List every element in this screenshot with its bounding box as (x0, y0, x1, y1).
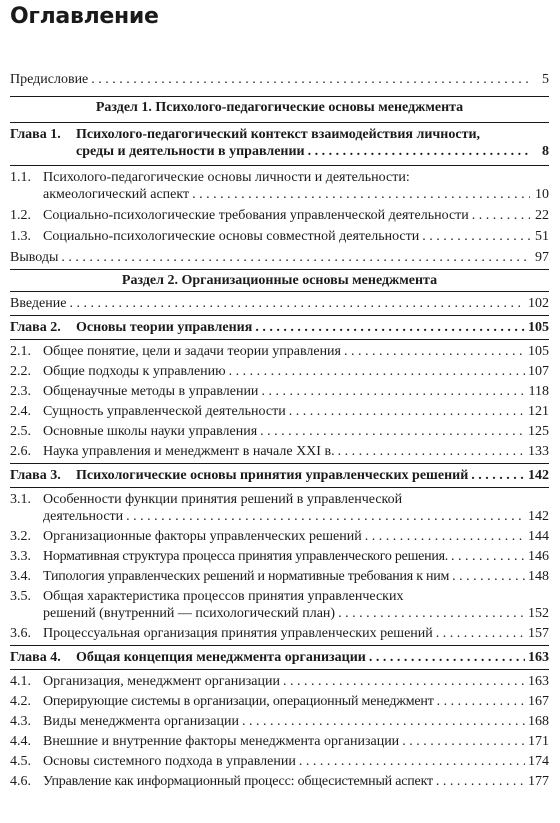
toc-entry[interactable] (10, 207, 549, 224)
toc-entry[interactable] (10, 169, 549, 203)
dot-leader (338, 443, 525, 460)
toc-page-number: 163 (528, 650, 549, 665)
toc-entry[interactable] (10, 491, 549, 525)
dot-leader (229, 363, 525, 380)
item-title: Организация, менеджмент организации (43, 674, 280, 689)
toc-page-number: 102 (528, 296, 549, 311)
dot-leader (451, 548, 525, 565)
toc-entry-text: Предисловие (10, 72, 89, 87)
toc-entry[interactable] (10, 363, 549, 380)
toc-page-number: 10 (535, 187, 549, 202)
divider (10, 269, 549, 270)
item-number: 3.6. (10, 626, 31, 641)
dot-leader (299, 753, 525, 770)
toc-page-number: 125 (528, 424, 549, 439)
section-heading: Раздел 2. Организационные основы менеджмента (121, 273, 438, 288)
toc-page-number: 5 (542, 72, 549, 87)
divider (10, 645, 549, 646)
chapter-title: Общая концепция менеджмента организации (76, 650, 366, 665)
item-number: 2.5. (10, 424, 31, 439)
toc-chapter-1[interactable] (10, 126, 549, 160)
item-number: 4.4. (10, 734, 31, 749)
dot-leader (369, 649, 525, 666)
item-title: Наука управления и менеджмент в начале XXI в. (43, 444, 335, 459)
toc-page-number: 148 (528, 569, 549, 584)
dot-leader (436, 773, 525, 790)
dot-leader (472, 207, 530, 224)
toc-page-number: 8 (542, 144, 549, 159)
item-title: Социально-психологические требования управленческой деятельности (43, 208, 469, 223)
toc-entry[interactable] (10, 403, 549, 420)
dot-leader (261, 383, 525, 400)
dot-leader (437, 693, 525, 710)
dot-leader (344, 343, 525, 360)
item-title: Социально-психологические основы совместной деятельности (43, 229, 420, 244)
chapter-title-line1: Психолого-педагогический контекст взаимодействия личности, (76, 127, 481, 142)
toc-chapter-2[interactable] (10, 319, 549, 336)
item-title: Основные школы науки управления (43, 424, 258, 439)
item-number: 3.3. (10, 549, 31, 564)
item-title-line2: решений (внутренний — психологический план) (43, 606, 336, 621)
dot-leader (69, 295, 525, 312)
item-number: 1.3. (10, 229, 31, 244)
item-number: 2.3. (10, 384, 31, 399)
item-title: Общенаучные методы в управлении (43, 384, 259, 399)
toc-page-number: 118 (528, 384, 549, 399)
dot-leader (255, 319, 525, 336)
toc-page-number: 121 (528, 404, 549, 419)
item-title: Общие подходы к управлению (43, 364, 226, 379)
item-title: Сущность управленческой деятельности (43, 404, 286, 419)
dot-leader (422, 228, 530, 245)
toc-page-number: 142 (528, 468, 549, 483)
toc-page-number: 105 (528, 344, 549, 359)
item-title-line2: деятельности (43, 509, 124, 524)
item-title: Внешние и внутренние факторы менеджмента организации (43, 734, 400, 749)
toc-page-number: 163 (528, 674, 549, 689)
dot-leader (338, 605, 525, 622)
dot-leader (436, 625, 525, 642)
dot-leader (452, 568, 525, 585)
toc-entry[interactable] (10, 733, 549, 750)
divider (10, 96, 549, 97)
toc-chapter-3[interactable] (10, 467, 549, 484)
toc-entry[interactable] (10, 588, 549, 622)
item-title: Оперирующие системы в организации, операционный менеджмент (43, 694, 434, 709)
item-number: 2.4. (10, 404, 31, 419)
dot-leader (192, 186, 530, 203)
toc-entry[interactable] (10, 568, 549, 585)
dot-leader (471, 467, 525, 484)
toc-page-number: 144 (528, 529, 549, 544)
toc-page-number: 171 (528, 734, 549, 749)
item-number: 3.2. (10, 529, 31, 544)
toc-entry-conclusions[interactable] (10, 249, 549, 266)
toc-entry[interactable] (10, 423, 549, 440)
toc-entry[interactable] (10, 625, 549, 642)
toc-entry[interactable] (10, 548, 549, 565)
table-of-contents (10, 71, 549, 790)
toc-page-number: 167 (528, 694, 549, 709)
toc-page-number: 105 (528, 320, 549, 335)
toc-entry-preface[interactable] (10, 71, 549, 88)
chapter-title-line2: среды и деятельности в управлении (76, 144, 305, 159)
toc-entry[interactable] (10, 383, 549, 400)
item-title: Организационные факторы управленческих решений (43, 529, 362, 544)
toc-entry-text: Выводы (10, 250, 59, 265)
item-title: Процессуальная организация принятия управленческих решений (43, 626, 433, 641)
dot-leader (289, 403, 525, 420)
item-number: 1.2. (10, 208, 31, 223)
item-title: Основы системного подхода в управлении (43, 754, 296, 769)
toc-page-number: 22 (535, 208, 549, 223)
dot-leader (242, 713, 525, 730)
toc-page-number: 152 (528, 606, 549, 621)
toc-page-number: 133 (528, 444, 549, 459)
toc-page-number: 142 (528, 509, 549, 524)
toc-entry[interactable] (10, 773, 549, 790)
toc-entry-text: Введение (10, 296, 67, 311)
chapter-number: Глава 4. (10, 650, 61, 665)
chapter-title: Основы теории управления (76, 320, 253, 335)
page-title: Оглавление (10, 4, 159, 29)
toc-chapter-4[interactable] (10, 649, 549, 666)
item-number: 2.2. (10, 364, 31, 379)
dot-leader (308, 143, 530, 160)
toc-entry[interactable] (10, 528, 549, 545)
item-title-line1: Особенности функции принятия решений в управленческой (43, 492, 403, 507)
item-title: Типология управленческих решений и нормативные требования к ним (43, 569, 450, 584)
item-number: 4.1. (10, 674, 31, 689)
item-number: 4.6. (10, 774, 31, 789)
divider (10, 487, 549, 488)
dot-leader (283, 673, 525, 690)
toc-page-number: 177 (528, 774, 549, 789)
dot-leader (126, 508, 525, 525)
toc-page-number: 168 (528, 714, 549, 729)
item-title-line1: Психолого-педагогические основы личности и деятельности: (43, 170, 410, 185)
chapter-number: Глава 3. (10, 468, 61, 483)
item-number: 4.3. (10, 714, 31, 729)
item-number: 2.1. (10, 344, 31, 359)
chapter-title: Психологические основы принятия управленческих решений (76, 468, 469, 483)
toc-entry[interactable] (10, 443, 549, 460)
dot-leader (61, 249, 530, 266)
divider (10, 315, 549, 316)
toc-entry[interactable] (10, 343, 549, 360)
toc-page-number: 107 (528, 364, 549, 379)
item-title-line1: Общая характеристика процессов принятия управленческих (43, 589, 404, 604)
divider (10, 165, 549, 166)
item-title: Общее понятие, цели и задачи теории управления (43, 344, 341, 359)
item-title: Виды менеджмента организации (43, 714, 239, 729)
item-number: 3.1. (10, 492, 31, 507)
chapter-number: Глава 1. (10, 127, 61, 142)
item-number: 4.5. (10, 754, 31, 769)
item-number: 3.4. (10, 569, 31, 584)
dot-leader (260, 423, 525, 440)
toc-page-number: 97 (535, 250, 549, 265)
toc-page-number: 51 (535, 229, 549, 244)
toc-entry[interactable] (10, 713, 549, 730)
dot-leader (402, 733, 525, 750)
toc-entry[interactable] (10, 753, 549, 770)
dot-leader (365, 528, 525, 545)
divider (10, 291, 549, 292)
divider (10, 122, 549, 123)
section-heading: Раздел 1. Психолого-педагогические основы менеджмента (95, 100, 464, 115)
divider (10, 463, 549, 464)
divider (10, 339, 549, 340)
toc-entry[interactable] (10, 228, 549, 245)
dot-leader (91, 71, 530, 88)
toc-page-number: 157 (528, 626, 549, 641)
divider (10, 669, 549, 670)
item-number: 3.5. (10, 589, 31, 604)
item-title: Нормативная структура процесса принятия управленческого решения. (43, 549, 449, 564)
toc-page-number: 174 (528, 754, 549, 769)
item-number: 1.1. (10, 170, 31, 185)
item-title: Управление как информационный процесс: общесистемный аспект (43, 774, 433, 789)
chapter-number: Глава 2. (10, 320, 61, 335)
item-number: 2.6. (10, 444, 31, 459)
toc-page-number: 146 (528, 549, 549, 564)
toc-entry-introduction[interactable] (10, 295, 549, 312)
item-title-line2: акмеологический аспект (43, 187, 190, 202)
item-number: 4.2. (10, 694, 31, 709)
toc-entry[interactable] (10, 693, 549, 710)
toc-entry[interactable] (10, 673, 549, 690)
